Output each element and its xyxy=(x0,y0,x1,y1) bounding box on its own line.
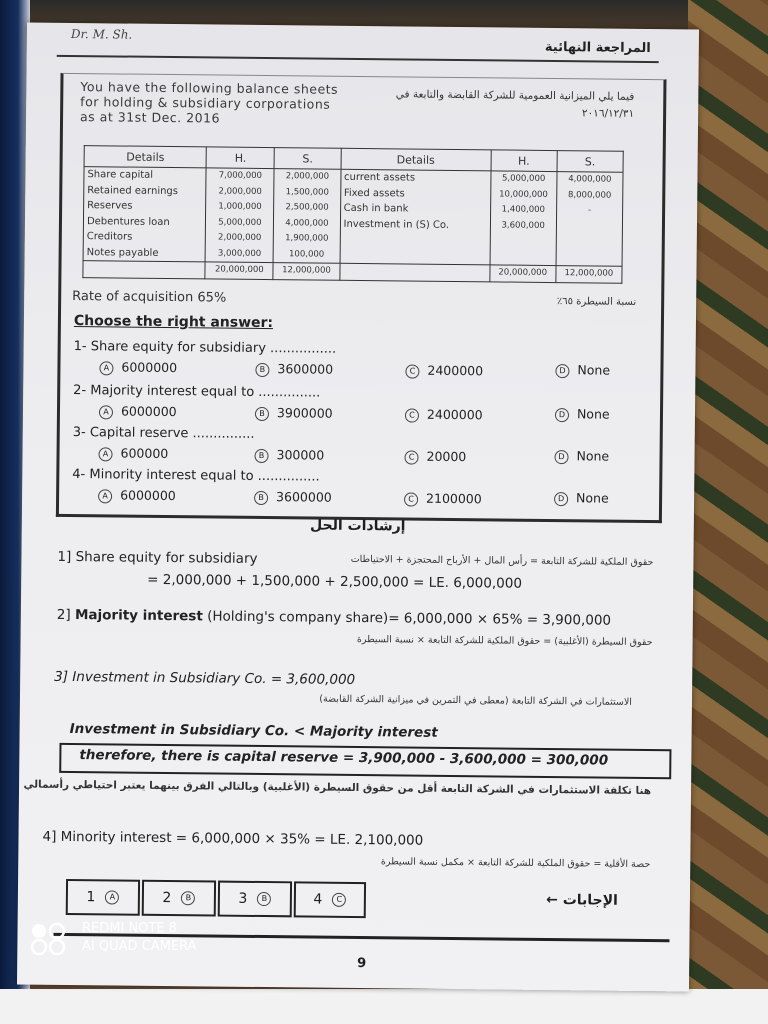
answer-letter-circle: A xyxy=(105,890,119,904)
solution-3-ar2: هنا تكلفة الاستثمارات في الشركة التابعة أقل من حقوق السيطرة (الأغلبية) وبالتالي الفرق بينهما يعتبر احتياطي رأسمالي xyxy=(23,778,652,798)
option-value: None xyxy=(576,406,610,422)
total-cell: 12,000,000 xyxy=(556,266,622,284)
option-c[interactable] xyxy=(405,362,483,379)
answer-box-1 xyxy=(66,879,140,916)
option-letter-circle: B xyxy=(254,491,268,505)
total-cell: 20,000,000 xyxy=(490,265,556,283)
option-value: 2400000 xyxy=(427,362,484,379)
solution-1-ar: حقوق الملكية للشركة التابعة = رأس المال + الأرباح المحتجزة + الاحتياطات xyxy=(350,553,654,569)
intro-ar-line: ٢٠١٦/١٢/٣١ xyxy=(581,107,635,120)
column-header: Details xyxy=(84,146,207,168)
solution-2 xyxy=(57,607,611,629)
answer-box-2 xyxy=(142,880,216,917)
solution-3-compare: Investment in Subsidiary Co. < Majority interest xyxy=(69,720,438,741)
question-number: 3- xyxy=(72,425,86,441)
option-letter-circle: B xyxy=(255,407,269,421)
option-letter-circle: C xyxy=(404,492,418,506)
table-cell: 100,000 xyxy=(289,248,325,260)
question-item-3 xyxy=(73,425,255,442)
table-cell: Share capital xyxy=(87,169,154,181)
option-b[interactable] xyxy=(255,361,333,378)
answer-box-3 xyxy=(218,881,292,918)
table-cell: Cash in bank xyxy=(343,202,409,215)
intro-line: as at 31st Dec. 2016 xyxy=(79,109,221,126)
table-cell: 2,500,000 xyxy=(285,202,329,213)
table-cell xyxy=(83,261,206,279)
left-details-cell xyxy=(83,167,206,262)
header-title: المراجعة النهائية xyxy=(544,39,651,57)
solution-title: إرشادات الحل xyxy=(309,517,406,535)
question-item-1 xyxy=(74,339,337,357)
table-cell: 3,600,000 xyxy=(501,219,545,231)
option-a[interactable] xyxy=(98,445,168,462)
answer-number: 3 xyxy=(238,890,248,907)
left-h-cell xyxy=(205,168,274,263)
answer-box-4 xyxy=(294,881,366,918)
option-value: None xyxy=(577,362,611,378)
answer-number: 1 xyxy=(86,889,96,906)
answer-boxes xyxy=(66,879,366,918)
table-cell: 7,000,000 xyxy=(218,170,263,181)
intro-ar-line: فيما يلي الميزانية العمومية للشركة القابضة والتابعة في xyxy=(395,88,635,103)
option-value: 300000 xyxy=(276,447,325,463)
solution-2-ar: حقوق السيطرة (الأغلبية) = حقوق الملكية للشركة التابعة × نسبة السيطرة xyxy=(356,633,653,649)
solution-number: 2] xyxy=(56,606,71,623)
table-cell: current assets xyxy=(343,171,416,184)
option-letter-circle: C xyxy=(405,408,419,422)
option-letter-circle: B xyxy=(254,449,268,463)
answer-number: 2 xyxy=(162,889,172,907)
table-cell: 3,000,000 xyxy=(217,248,262,259)
table-cell: Notes payable xyxy=(86,246,159,259)
document-page xyxy=(17,23,699,992)
question-number: 2- xyxy=(73,383,87,399)
question-number: 1- xyxy=(73,339,87,355)
column-header: S. xyxy=(274,148,340,170)
table-cell: 4,000,000 xyxy=(568,174,612,185)
option-letter-circle: A xyxy=(99,361,113,375)
solution-3: 3] Investment in Subsidiary Co. = 3,600,000 xyxy=(54,668,356,688)
option-letter-circle: A xyxy=(99,405,113,419)
table-cell: 2,000,000 xyxy=(218,186,262,197)
background-carpet xyxy=(688,0,768,1024)
total-cell: 12,000,000 xyxy=(273,263,339,281)
option-b[interactable] xyxy=(254,447,324,464)
table-cell: Debentures loan xyxy=(86,215,170,228)
option-b[interactable] xyxy=(255,405,333,422)
table-cell: Retained earnings xyxy=(87,184,179,197)
intro-line: You have the following balance sheets xyxy=(80,79,339,97)
question-item-4 xyxy=(72,467,320,485)
solution-4-ar: حصة الأقلية = حقوق الملكية للشركة التابعة × مكمل نسبة السيطرة xyxy=(380,856,651,871)
solution-text: (Holding's company share)= 6,000,000 × 65% = 3,900,000 xyxy=(207,608,612,629)
table-cell: 4,000,000 xyxy=(285,217,329,229)
table-cell: Fixed assets xyxy=(343,187,405,199)
table-cell: 1,900,000 xyxy=(285,233,329,244)
table-cell: 8,000,000 xyxy=(567,189,612,201)
column-header: H. xyxy=(491,150,557,172)
solution-term: Majority interest xyxy=(74,607,203,625)
column-header: S. xyxy=(557,151,623,173)
question-number: 4- xyxy=(72,467,86,483)
table-cell: 5,000,000 xyxy=(218,217,262,228)
table-cell: 2,000,000 xyxy=(218,232,262,243)
answer-letter-circle: B xyxy=(181,891,195,905)
acquisition-rate-ar: نسبة السيطرة ٦٥٪ xyxy=(556,296,637,308)
table-cell: 10,000,000 xyxy=(499,188,548,200)
option-c[interactable] xyxy=(405,406,483,423)
right-h-cell xyxy=(490,171,557,266)
table-cell: 1,400,000 xyxy=(501,204,546,215)
option-letter-circle: D xyxy=(554,492,568,506)
option-a[interactable] xyxy=(98,487,176,504)
question-text: Minority interest equal to ............... xyxy=(89,467,320,485)
balance-sheet-table xyxy=(82,145,623,284)
table-body-row xyxy=(83,167,623,267)
question-intro-ar xyxy=(396,86,635,122)
option-letter-circle: C xyxy=(404,450,418,464)
capital-reserve-text: therefore, there is capital reserve = 3,900,000 - 3,600,000 = 300,000 xyxy=(79,747,609,769)
total-cell: 20,000,000 xyxy=(205,262,273,280)
column-header: Details xyxy=(341,148,491,171)
option-letter-circle: C xyxy=(405,364,419,378)
header-rule xyxy=(57,55,659,63)
option-value: 3900000 xyxy=(276,405,333,421)
option-value: 6000000 xyxy=(121,359,178,376)
option-value: 2400000 xyxy=(426,406,483,423)
option-value: None xyxy=(576,490,609,506)
table-cell: 5,000,000 xyxy=(501,173,546,184)
option-d[interactable] xyxy=(554,448,609,465)
solution-4: 4] Minority interest = 6,000,000 × 35% = LE. 2,100,000 xyxy=(42,828,424,849)
intro-line: for holding & subsidiary corporations xyxy=(80,94,331,112)
option-letter-circle: A xyxy=(98,489,112,503)
solution-1-label: 1] Share equity for subsidiary xyxy=(57,548,258,567)
table-cell: 2,000,000 xyxy=(285,171,330,182)
camera-logo-icon xyxy=(30,922,70,956)
option-d[interactable] xyxy=(555,406,610,423)
table-cell: 1,500,000 xyxy=(285,186,329,198)
watermark-line: REDMI NOTE 8 xyxy=(82,921,177,936)
option-a[interactable] xyxy=(99,403,177,420)
question-text: Majority interest equal to ............... xyxy=(90,383,321,401)
table-cell: - xyxy=(587,205,592,216)
option-letter-circle: B xyxy=(255,363,269,377)
answers-label: الإجابات ← xyxy=(546,891,618,909)
option-value: 600000 xyxy=(120,445,169,462)
option-letter-circle: D xyxy=(555,408,569,422)
column-header: H. xyxy=(206,147,274,169)
option-value: 3600000 xyxy=(276,489,332,505)
background-bottom xyxy=(0,989,768,1024)
option-value: 6000000 xyxy=(120,403,177,420)
watermark-line: AI QUAD CAMERA xyxy=(82,939,197,954)
option-d[interactable] xyxy=(555,362,610,379)
option-value: None xyxy=(576,448,610,464)
option-c[interactable] xyxy=(404,448,466,465)
option-value: 20000 xyxy=(426,448,467,465)
solution-1-calc: = 2,000,000 + 1,500,000 + 2,500,000 = LE. 6,000,000 xyxy=(147,571,523,592)
question-intro xyxy=(80,79,338,127)
answer-letter-circle: B xyxy=(257,892,271,906)
question-item-2 xyxy=(73,383,320,401)
right-details-cell xyxy=(340,169,491,265)
option-value: 6000000 xyxy=(120,487,176,504)
option-value: 3600000 xyxy=(277,361,334,377)
acquisition-rate: Rate of acquisition 65% xyxy=(72,288,227,306)
table-cell: Creditors xyxy=(86,231,133,243)
option-letter-circle: D xyxy=(554,450,568,464)
answer-number: 4 xyxy=(313,891,323,908)
table-cell xyxy=(339,263,489,282)
camera-watermark xyxy=(82,920,196,956)
option-letter-circle: D xyxy=(555,364,569,378)
option-b[interactable] xyxy=(254,489,332,506)
option-letter-circle: A xyxy=(98,447,112,461)
right-s-cell xyxy=(556,172,623,267)
table-cell: 1,000,000 xyxy=(218,201,262,212)
choose-heading: Choose the right answer: xyxy=(73,313,274,332)
option-c[interactable] xyxy=(404,490,482,507)
option-a[interactable] xyxy=(99,359,177,376)
header-author: Dr. M. Sh. xyxy=(70,26,133,42)
page-number: 9 xyxy=(357,956,367,972)
question-text: Share equity for subsidiary ................ xyxy=(90,339,337,357)
option-value: 2100000 xyxy=(426,490,482,507)
option-d[interactable] xyxy=(554,490,609,507)
solution-3-ar: الاستثمارات في الشركة التابعة (معطى في التمرين في ميزانية الشركة القابضة) xyxy=(319,693,633,708)
answer-letter-circle: C xyxy=(332,893,346,907)
left-s-cell xyxy=(273,169,340,264)
table-cell: Reserves xyxy=(87,200,133,212)
question-text: Capital reserve ............... xyxy=(89,425,255,442)
table-cell: Investment in (S) Co. xyxy=(343,218,450,231)
